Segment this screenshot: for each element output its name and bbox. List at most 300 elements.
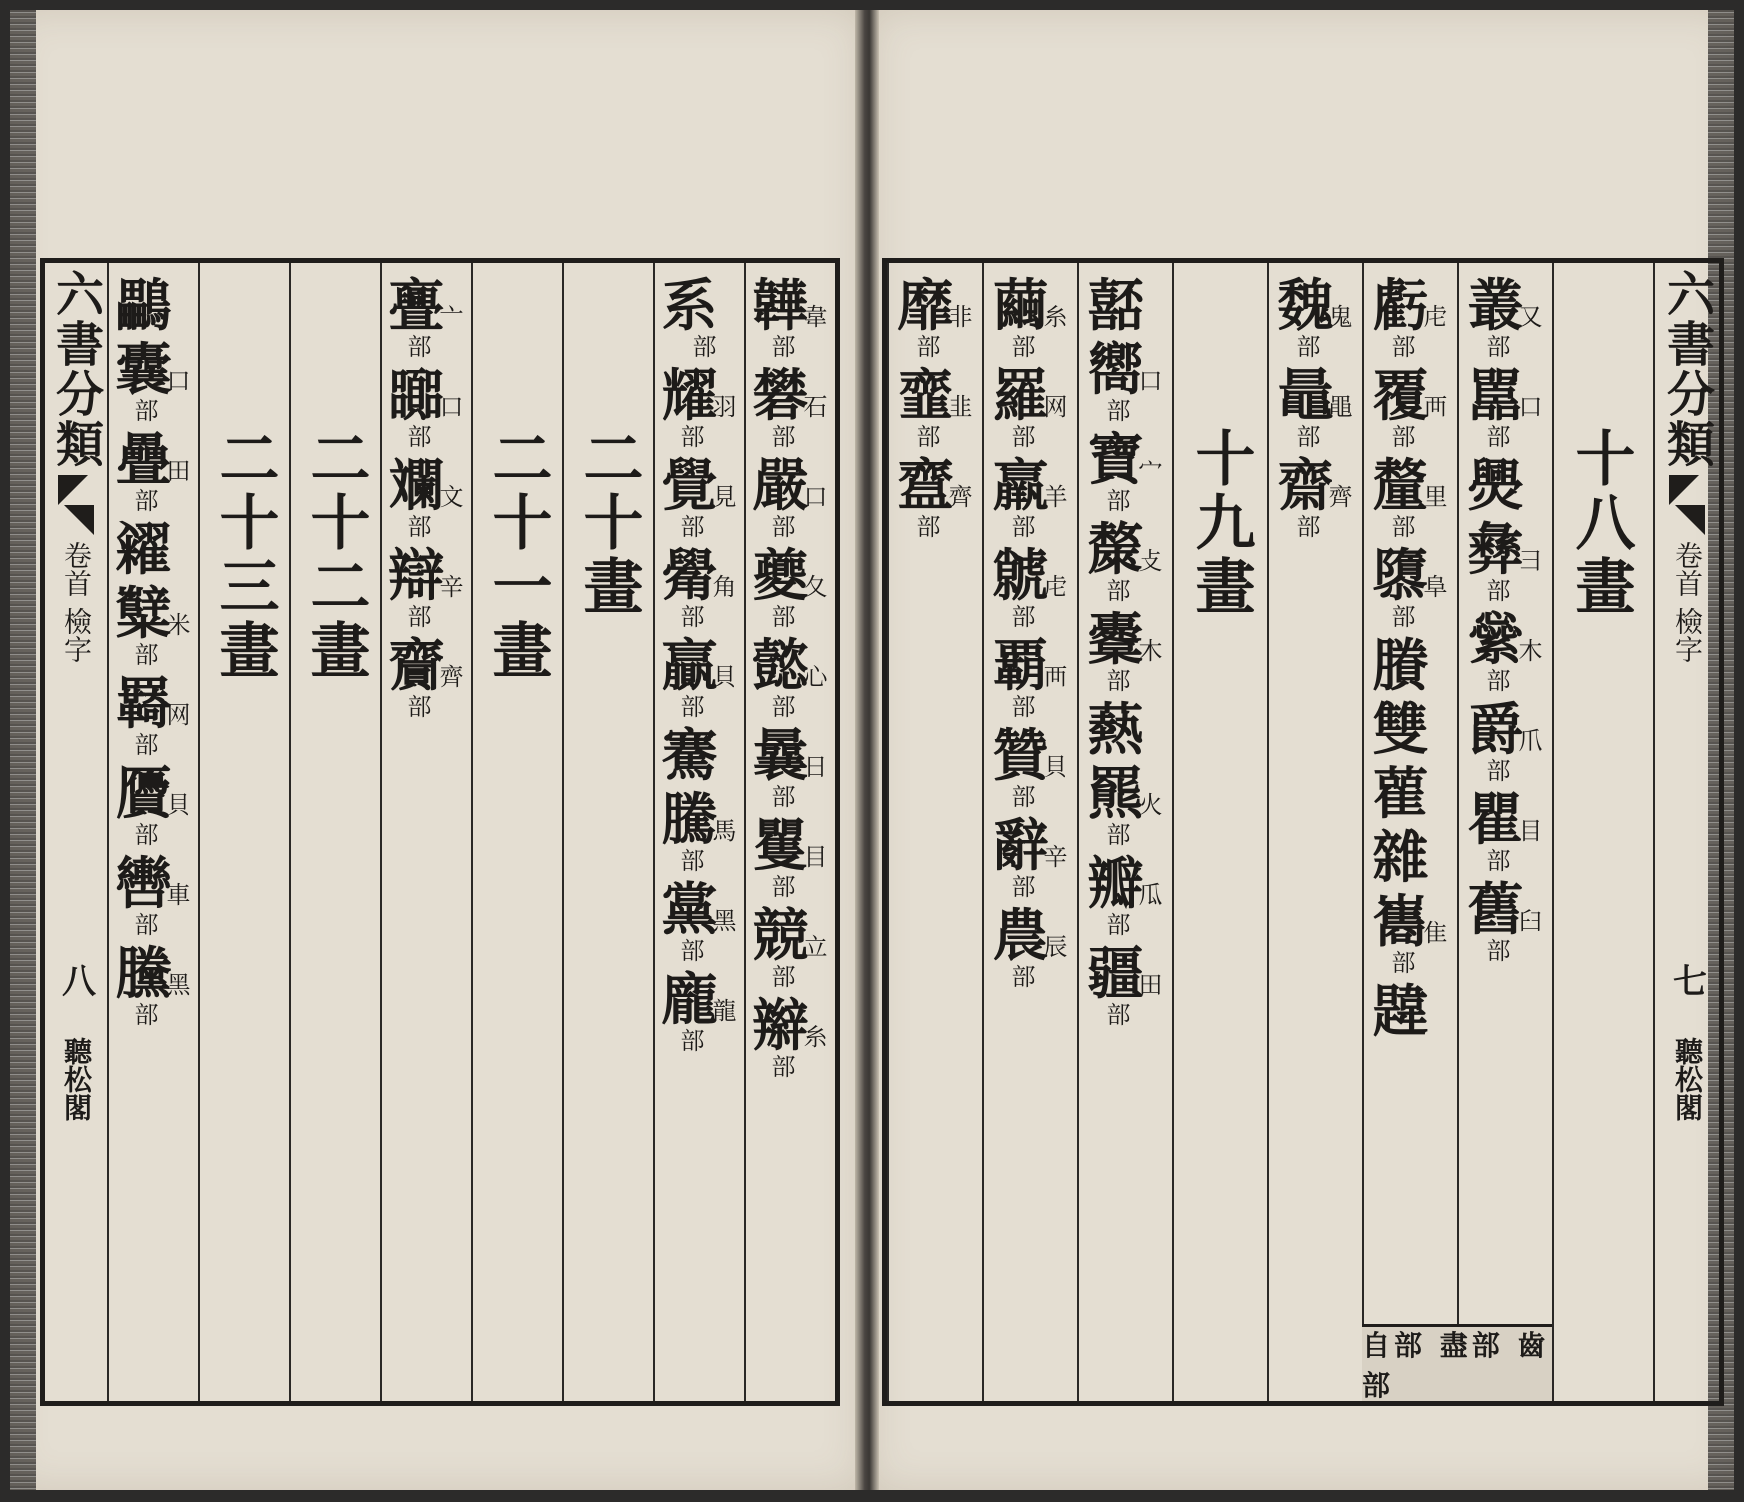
entry-character: 爂 (1467, 453, 1524, 519)
entry-character: 亹 (388, 273, 445, 339)
radical-label: 口 (1138, 367, 1163, 395)
radical-label: 齊 (439, 663, 464, 691)
entry-character: 爵 (1467, 697, 1524, 763)
bu-label: 部 (134, 1001, 159, 1029)
character-entry (1372, 697, 1439, 763)
entry-column (1362, 263, 1457, 1401)
radical-label: 木 (1518, 637, 1543, 665)
character-entry (661, 543, 737, 631)
character-entry (1087, 697, 1154, 763)
bu-label: 部 (134, 641, 159, 669)
character-entry (1372, 889, 1448, 977)
radical-label: 糸 (803, 1023, 828, 1051)
character-entry (1087, 517, 1163, 605)
radical-label: 馬 (712, 817, 737, 845)
entry-column (982, 263, 1077, 1401)
radical-label: 辛 (1043, 843, 1068, 871)
character-entry (115, 517, 182, 583)
character-entry (1277, 453, 1353, 541)
entry-character: 曩 (752, 723, 809, 789)
bu-label: 部 (1296, 333, 1321, 361)
radical-label: 虍 (1423, 303, 1448, 331)
character-entry (1372, 825, 1439, 891)
bu-label: 部 (1011, 693, 1036, 721)
radical-label: 网 (166, 701, 191, 729)
bu-label: 部 (1106, 821, 1131, 849)
radical-label: 襾 (1423, 393, 1448, 421)
entry-character: 齋 (1277, 453, 1334, 519)
bu-label: 部 (1296, 423, 1321, 451)
bu-label: 部 (680, 603, 705, 631)
character-entry (1087, 851, 1163, 939)
entry-character: 嚴 (752, 453, 809, 519)
entry-column (744, 263, 835, 1401)
entry-character: 羸 (992, 453, 1049, 519)
bu-label: 部 (771, 783, 796, 811)
character-entry (115, 761, 191, 849)
radical-label: 見 (712, 483, 737, 511)
entry-character: 舊 (1467, 877, 1524, 943)
entry-character: 韲 (897, 363, 954, 429)
entry-character: 繭 (992, 273, 1049, 339)
character-entry (1087, 607, 1163, 695)
left-book-title: 六書分類 (47, 269, 104, 469)
right-section-label: 檢字 (1671, 607, 1704, 663)
entry-column (1457, 263, 1552, 1401)
entry-character: 羇 (115, 671, 172, 737)
entry-character: 巂 (1372, 889, 1429, 955)
radical-label: 襾 (1043, 663, 1068, 691)
bu-label: 部 (771, 873, 796, 901)
entry-column (653, 263, 744, 1401)
bu-label: 部 (771, 423, 796, 451)
stroke-count-heading: 二十二畫 (300, 427, 371, 683)
radical-label: 齊 (948, 483, 973, 511)
character-entry (1277, 363, 1353, 451)
character-entry (897, 453, 973, 541)
character-entry (1372, 453, 1448, 541)
character-entry (752, 453, 828, 541)
radical-label: 口 (166, 367, 191, 395)
entry-character: 櫜 (1087, 607, 1144, 673)
character-entry (992, 363, 1068, 451)
bu-label: 部 (771, 333, 796, 361)
stroke-count-heading: 二十一畫 (482, 427, 553, 683)
radical-label: 又 (1518, 303, 1543, 331)
bu-label: 部 (1106, 911, 1131, 939)
radical-label: 貝 (166, 791, 191, 819)
entry-character: 黨 (661, 877, 718, 943)
entry-character: 羆 (1087, 761, 1144, 827)
radical-label: 田 (1138, 971, 1163, 999)
stroke-count-heading: 二十畫 (573, 427, 644, 619)
radical-label: 虍 (1043, 573, 1068, 601)
character-entry (1372, 633, 1439, 699)
bu-label: 部 (680, 513, 705, 541)
character-entry (115, 273, 182, 339)
bu-label: 部 (771, 603, 796, 631)
character-entry (752, 723, 828, 811)
radical-label: 石 (803, 393, 828, 421)
bu-label: 部 (1106, 667, 1131, 695)
stroke-count-heading-column (198, 263, 289, 1401)
character-entry (388, 543, 464, 631)
character-entry (1467, 517, 1543, 605)
book-gutter (855, 10, 879, 1490)
bu-label: 部 (134, 821, 159, 849)
bu-label: 部 (1011, 513, 1036, 541)
radical-label: 車 (166, 881, 191, 909)
radical-footer-box: 自部 盡部 齒部 (1362, 1324, 1552, 1401)
radical-label: 角 (712, 573, 737, 601)
radical-label: 口 (439, 393, 464, 421)
entry-character: 糱 (115, 581, 172, 647)
entry-character: 騰 (661, 787, 718, 853)
radical-label: 臼 (1518, 907, 1543, 935)
entry-character: 轡 (115, 851, 172, 917)
entry-character: 礬 (752, 363, 809, 429)
bu-label: 部 (1486, 423, 1511, 451)
entry-character: 囊 (115, 337, 172, 403)
character-entry (661, 787, 737, 875)
character-entry (115, 581, 191, 669)
entry-character: 靡 (897, 273, 954, 339)
bu-label: 部 (1391, 423, 1416, 451)
entry-character: 嚚 (1467, 363, 1524, 429)
stroke-count-heading-column (1552, 263, 1647, 1401)
character-entry (992, 633, 1068, 721)
entry-character: 矍 (752, 813, 809, 879)
radical-label: 鬼 (1328, 303, 1353, 331)
entry-character: 爇 (1087, 697, 1144, 763)
right-title-strip (1653, 263, 1719, 1401)
bu-label: 部 (407, 693, 432, 721)
character-entry (1467, 607, 1543, 695)
right-book-title: 六書分類 (1658, 269, 1715, 469)
entry-character: 齍 (897, 453, 954, 519)
entry-character: 疊 (115, 427, 172, 493)
entry-character: 贏 (661, 633, 718, 699)
entry-character: 釐 (1372, 453, 1429, 519)
entry-character: 彝 (1467, 517, 1524, 583)
left-page-frame (40, 258, 840, 1406)
character-entry (1467, 697, 1543, 785)
entry-character: 叢 (1467, 273, 1524, 339)
character-entry (115, 427, 191, 515)
character-entry (992, 903, 1068, 991)
entry-character: 嚻 (388, 363, 445, 429)
entry-column (380, 263, 471, 1401)
bu-label: 部 (1011, 963, 1036, 991)
entry-character: 贊 (992, 723, 1049, 789)
radical-label: 心 (803, 663, 828, 691)
character-entry (992, 273, 1068, 361)
bu-label: 部 (680, 1027, 705, 1055)
entry-character: 賸 (1372, 633, 1429, 699)
bu-label: 部 (680, 847, 705, 875)
entry-character: 雜 (1372, 825, 1429, 891)
character-entry (992, 813, 1068, 901)
left-volume-label: 卷首 (60, 541, 93, 597)
character-entry (1087, 337, 1163, 425)
radical-label: 辛 (439, 573, 464, 601)
radical-label: 目 (1518, 817, 1543, 845)
entry-character: 雚 (1372, 761, 1429, 827)
character-entry (661, 967, 737, 1055)
bu-label: 部 (134, 911, 159, 939)
entry-character: 虧 (1372, 273, 1429, 339)
entry-character: 齎 (388, 633, 445, 699)
bu-label: 部 (1011, 783, 1036, 811)
stroke-count-heading-column (562, 263, 653, 1401)
radical-label: 夂 (803, 573, 828, 601)
radical-label: 立 (803, 933, 828, 961)
bu-label: 部 (407, 603, 432, 631)
radical-label: 龍 (712, 997, 737, 1025)
character-entry (897, 273, 973, 361)
bu-label: 部 (771, 513, 796, 541)
bu-label: 部 (1106, 1001, 1131, 1029)
left-page-edge (10, 10, 36, 1490)
entry-character: 夔 (752, 543, 809, 609)
character-entry (661, 363, 737, 451)
entry-character: 羅 (992, 363, 1049, 429)
entry-character: 糴 (115, 517, 172, 583)
entry-character: 覇 (992, 633, 1049, 699)
entry-character: 騫 (661, 723, 718, 789)
radical-label: 羊 (1043, 483, 1068, 511)
bu-label: 部 (1106, 577, 1131, 605)
character-entry (388, 363, 464, 451)
character-entry (752, 813, 828, 901)
entry-character: 疆 (1087, 941, 1144, 1007)
radical-label: 火 (1138, 791, 1163, 819)
entry-character: 鸓 (115, 273, 172, 339)
entry-character: 斄 (1087, 517, 1144, 583)
radical-label: 网 (1043, 393, 1068, 421)
character-entry (752, 993, 828, 1081)
radical-label: 貝 (1043, 753, 1068, 781)
entry-character: 嚮 (1087, 337, 1144, 403)
entry-character: 覆 (1372, 363, 1429, 429)
bu-label: 部 (134, 397, 159, 425)
radical-label: 隹 (1423, 919, 1448, 947)
left-publisher-label: 聽松閣 (60, 1037, 93, 1121)
right-volume-label: 卷首 (1671, 541, 1704, 597)
entry-character: 鼂 (1277, 363, 1334, 429)
bu-label: 部 (1391, 603, 1416, 631)
bu-label: 部 (134, 487, 159, 515)
character-entry (752, 633, 828, 721)
character-entry (1372, 761, 1439, 827)
bu-label: 部 (1486, 937, 1511, 965)
radical-label: 宀 (1138, 457, 1163, 485)
radical-label: 糸 (1043, 303, 1068, 331)
character-entry (897, 363, 973, 451)
bu-label: 部 (1486, 667, 1511, 695)
entry-character: 寶 (1087, 427, 1144, 493)
entry-character: 懿 (752, 633, 809, 699)
character-entry (992, 543, 1068, 631)
bu-label: 部 (1391, 949, 1416, 977)
entry-character: 雙 (1372, 697, 1429, 763)
bu-label: 部 (407, 333, 432, 361)
entry-character: 瞿 (1467, 787, 1524, 853)
entry-column (887, 263, 982, 1401)
radical-label: 阜 (1423, 573, 1448, 601)
bu-label: 部 (771, 693, 796, 721)
stroke-count-heading-column (1172, 263, 1267, 1401)
character-entry (1087, 761, 1163, 849)
character-entry (1467, 273, 1543, 361)
entry-character: 辮 (752, 993, 809, 1059)
character-entry (1372, 273, 1448, 361)
character-entry (1277, 273, 1353, 361)
entry-character: 繠 (1467, 607, 1524, 673)
character-entry (1087, 273, 1154, 339)
radical-label: 辰 (1043, 933, 1068, 961)
bu-label: 部 (692, 333, 717, 361)
entry-column (1077, 263, 1172, 1401)
entry-character: 覺 (661, 453, 718, 519)
right-publisher-label: 聽松閣 (1671, 1037, 1704, 1121)
bu-label: 部 (1011, 873, 1036, 901)
radical-label: 米 (166, 611, 191, 639)
entry-character: 魏 (1277, 273, 1334, 339)
entry-character: 競 (752, 903, 809, 969)
character-entry (1467, 787, 1543, 875)
character-entry (661, 723, 728, 789)
entry-character: 斕 (388, 453, 445, 519)
entry-character: 瓣 (1087, 851, 1144, 917)
stroke-count-heading-column (471, 263, 562, 1401)
radical-label: 目 (803, 843, 828, 871)
character-entry (661, 633, 737, 721)
character-entry (992, 723, 1068, 811)
character-entry (115, 337, 191, 425)
bu-label: 部 (1106, 397, 1131, 425)
character-entry (752, 273, 828, 361)
left-page-number: 八 (55, 963, 96, 997)
entry-character: 贗 (115, 761, 172, 827)
left-title-strip (45, 263, 107, 1401)
radical-label: 非 (948, 303, 973, 331)
character-entry (752, 363, 828, 451)
radical-label: 齊 (1328, 483, 1353, 511)
bu-label: 部 (1391, 333, 1416, 361)
character-entry (1087, 427, 1163, 515)
bu-label: 部 (680, 937, 705, 965)
bu-label: 部 (1486, 847, 1511, 875)
character-entry (115, 671, 191, 759)
bu-label: 部 (771, 1053, 796, 1081)
character-entry (388, 633, 464, 721)
radical-label: 黽 (1328, 393, 1353, 421)
entry-character: 韙 (1372, 979, 1429, 1045)
left-section-label: 檢字 (60, 607, 93, 663)
radical-label: 田 (166, 457, 191, 485)
radical-label: 攴 (1138, 547, 1163, 575)
fish-tail-mark (58, 475, 94, 535)
fish-tail-mark (1669, 475, 1705, 535)
bu-label: 部 (1391, 513, 1416, 541)
character-entry (1372, 543, 1448, 631)
radical-label: 貝 (712, 663, 737, 691)
radical-label: 口 (1518, 393, 1543, 421)
bu-label: 部 (1486, 333, 1511, 361)
radical-label: 口 (803, 483, 828, 511)
character-entry (115, 851, 191, 939)
radical-label: 彐 (1518, 547, 1543, 575)
radical-label: 韭 (948, 393, 973, 421)
bu-label: 部 (1296, 513, 1321, 541)
character-entry (752, 543, 828, 631)
bu-label: 部 (1486, 577, 1511, 605)
character-entry (661, 877, 737, 965)
radical-label: 里 (1423, 483, 1448, 511)
radical-label: 韋 (803, 303, 828, 331)
character-entry (1087, 941, 1163, 1029)
radical-label: 木 (1138, 637, 1163, 665)
entry-character: 農 (992, 903, 1049, 969)
entry-character: 耀 (661, 363, 718, 429)
bu-label: 部 (916, 333, 941, 361)
entry-character: 隳 (1372, 543, 1429, 609)
entry-character: 觷 (661, 543, 718, 609)
radical-label: 爪 (1518, 727, 1543, 755)
bu-label: 部 (407, 423, 432, 451)
bu-label: 部 (407, 513, 432, 541)
character-entry (1467, 363, 1543, 451)
entry-character: 嚭 (1087, 273, 1144, 339)
right-page-frame (882, 258, 1724, 1406)
bu-label: 部 (1011, 423, 1036, 451)
character-entry (1467, 877, 1543, 965)
bu-label: 部 (916, 513, 941, 541)
entry-character: 韡 (752, 273, 809, 339)
entry-character: 龐 (661, 967, 718, 1033)
stroke-count-heading-column (289, 263, 380, 1401)
radical-label: 瓜 (1138, 881, 1163, 909)
bu-label: 部 (680, 693, 705, 721)
bu-label: 部 (680, 423, 705, 451)
bu-label: 部 (1106, 487, 1131, 515)
bu-label: 部 (1011, 603, 1036, 631)
entry-character: 系 (661, 273, 718, 339)
bu-label: 部 (1011, 333, 1036, 361)
radical-label: 日 (803, 753, 828, 781)
right-page-number: 七 (1666, 963, 1707, 997)
stroke-count-heading: 十九畫 (1185, 427, 1256, 619)
character-entry (661, 273, 728, 361)
entry-character: 辯 (388, 543, 445, 609)
bu-label: 部 (771, 963, 796, 991)
radical-label: 黑 (166, 971, 191, 999)
entry-character: 黱 (115, 941, 172, 1007)
character-entry (661, 453, 737, 541)
radical-label: 羽 (712, 393, 737, 421)
radical-label: 亠 (439, 303, 464, 331)
character-entry (1467, 453, 1534, 519)
entry-character: 虩 (992, 543, 1049, 609)
character-entry (752, 903, 828, 991)
radical-label: 文 (439, 483, 464, 511)
character-entry (1372, 979, 1439, 1045)
radical-label: 黑 (712, 907, 737, 935)
stroke-count-heading: 十八畫 (1565, 427, 1636, 619)
bu-label: 部 (134, 731, 159, 759)
character-entry (992, 453, 1068, 541)
